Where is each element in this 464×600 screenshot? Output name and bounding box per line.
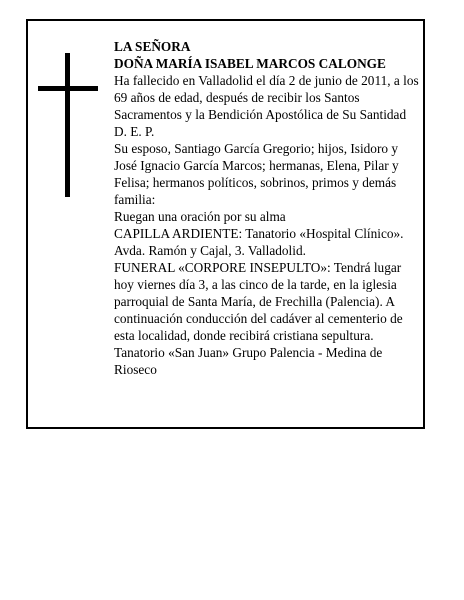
cross-horizontal-bar xyxy=(38,86,98,91)
family-list: Su esposo, Santiago García Gregorio; hijos, Isidoro y José Ignacio García Marcos; hermanas, Elena, Pilar y Felisa; hermanos políticos, sobrinos, primos y demás familia: xyxy=(114,141,399,207)
prayer-request: Ruegan una oración por su alma xyxy=(114,209,286,224)
deceased-name: DOÑA MARÍA ISABEL MARCOS CALONGE xyxy=(114,56,386,71)
cross-icon xyxy=(38,53,98,197)
chapel-info: CAPILLA ARDIENTE: Tanatorio «Hospital Clínico». Avda. Ramón y Cajal, 3. Valladolid. xyxy=(114,226,404,258)
funeral-info: FUNERAL «CORPORE INSEPULTO»: Tendrá lugar hoy viernes día 3, a las cinco de la tarde, en la iglesia parroquial de Santa María, de Frechilla (Palencia). A continuación conducción del cadáver al cementerio de esta localidad, donde recibirá cristiana sepultura. xyxy=(114,260,403,343)
notice-title: LA SEÑORA xyxy=(114,39,191,54)
death-announcement: Ha fallecido en Valladolid el día 2 de junio de 2011, a los 69 años de edad, después de recibir los Santos Sacramentos y la Bendición Apostólica de Su Santidad D. E. P. xyxy=(114,73,419,139)
cross-vertical-bar xyxy=(65,53,70,197)
obituary-text xyxy=(114,38,420,378)
funeral-home: Tanatorio «San Juan» Grupo Palencia - Medina de Rioseco xyxy=(114,345,383,377)
